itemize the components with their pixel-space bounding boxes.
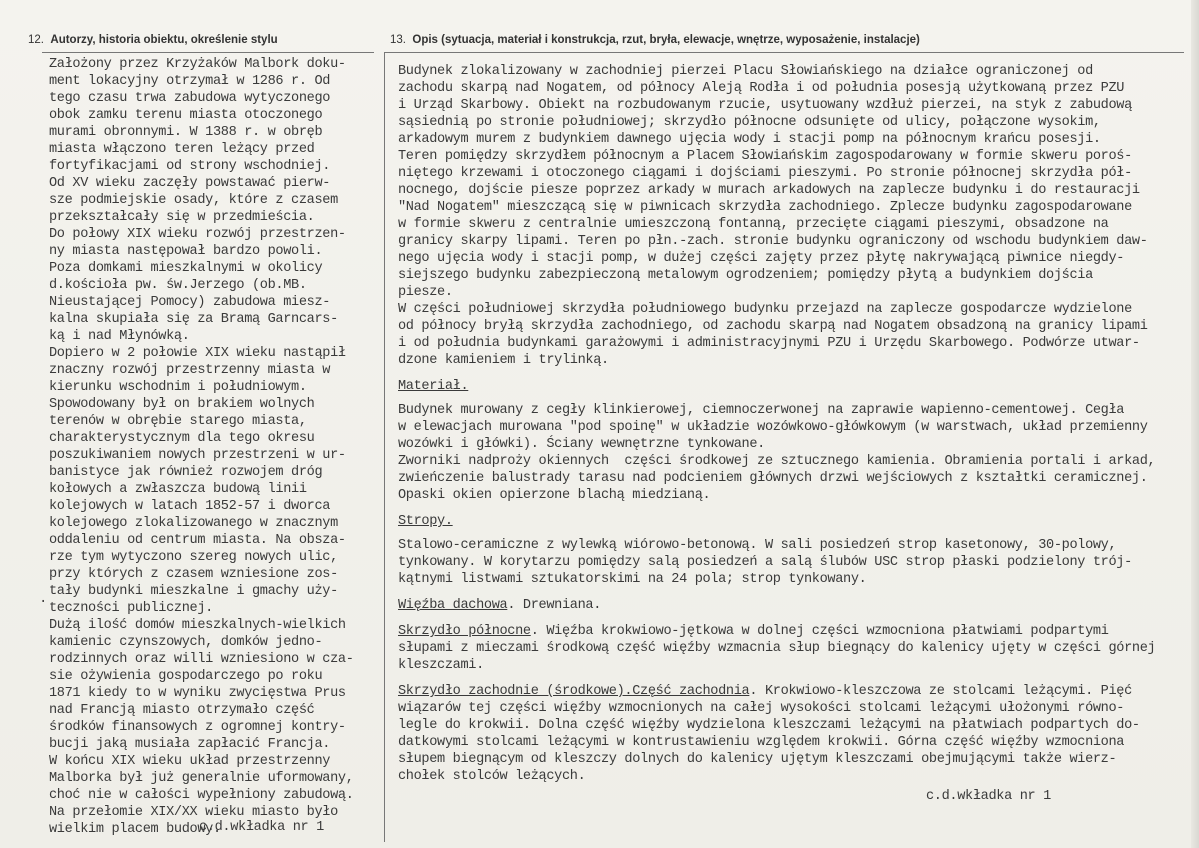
north-wing-section [398,623,1188,674]
column-divider [384,52,385,842]
stropy-text-line: Stalowo-ceramiczne z wylewką wiórowo-betonową. W sali posiedzeń strop kasetonowy, 30-polowy, [398,538,1117,553]
left-text-line: środków finansowych z ogromnej kontry- [49,720,346,735]
stropy-section [398,513,1188,588]
right-header-rule [384,52,1184,53]
left-text-line: miasta włączono teren leżący przed [49,142,315,157]
left-text-line: tały budynki mieszkalne i gmachy uży- [49,584,338,599]
west-wing-body [398,700,1188,785]
left-text-line: sie ożywienia gospodarczego po roku [49,669,323,684]
sheet-edge [1191,0,1199,848]
left-text-line: rze tym wytyczono szereg nowych ulic, [49,550,338,565]
left-text-line: kolejowych w latach 1852-57 i dworca [49,499,331,514]
left-text-line: Na przełomie XIX/XX wieku miasto było [49,805,338,820]
intro-text-line: piesze. [398,285,453,300]
left-text-line: kołowych a zwłaszcza budową linii [49,482,307,497]
material-text-line: Budynek murowany z cegły klinkierowej, ciemnoczerwonej na zaprawie wapienno-cementowej. Cegła [398,403,1125,418]
left-text-line: murami obronnymi. W 1388 r. w obręb [49,125,323,140]
north-wing-body [398,640,1188,674]
west-wing-text-line: chołek stolców leżących. [398,769,586,784]
wiezba-text: . Drewniana. [507,598,602,613]
material-body [398,402,1188,504]
intro-text-line: od północy bryłą skrzydła zachodniego, od zachodu skarpą nad Nogatem obsadzoną na granicy lipami [398,319,1148,334]
material-text-line: Opaski okien opierzone blachą miedzianą. [398,488,711,503]
intro-text-line: siejszego budynku zabezpieczoną metalowym ogrodzeniem; pomiędzy płytą a budynkiem dojścia [398,268,1093,283]
left-text-line: kalna skupiała się za Bramą Garncars- [49,312,338,327]
left-text-line: Założony przez Krzyżaków Malbork doku- [49,57,346,72]
left-text-line: bucji jaką musiała zapłacić Francja. [49,737,331,752]
left-text-line: kolejowego zlokalizowanego w znacznym [49,516,338,531]
left-column-heading: Autorzy, historia obiektu, określenie stylu [50,34,278,46]
left-text-line: ką i nad Młynówką. [49,329,190,344]
left-text-line: tego czasu trwa zabudowa wytyczonego [49,91,331,106]
left-text-line: terenów w obrębie starego miasta, [49,414,307,429]
right-continuation-note: c.d.wkładka nr 1 [926,789,1051,804]
right-column-number: 13. [390,34,406,46]
west-wing-text-line: legle do krokwii. Dolna część więźby wydzielona kleszczami leżącymi na płatwiach podpartych do- [398,718,1140,733]
material-title: Materiał. [398,379,469,394]
west-wing-text-line: słupem biegnącym od kleszczy dolnych do kalenicy ujętym kleszczami obejmującymi także wierz- [398,752,1117,767]
site-description [398,63,1188,369]
north-wing-title: Skrzydło północne [398,624,531,639]
left-text-line: teczności publicznej. [49,601,213,616]
wiezba-section [398,597,1188,614]
left-text-line: kierunku wschodnim i południowym. [49,380,307,395]
stropy-text-line: tynkowany. W korytarzu pomiędzy salą posiedzeń a salą ślubów USC strop płaski podzielony trój- [398,555,1132,570]
west-wing-text-line: datkowymi stolcami leżącymi w kontrustawieniu względem krokwii. Górna część więźby wzmocniona [398,735,1125,750]
paragraph-mark: · [39,594,48,610]
left-column-text [49,56,377,838]
material-text-line: wozówki i główki). Ściany wewnętrzne tynkowane. [398,437,765,452]
left-text-line: oddaleniu od centrum miasta. Na obsza- [49,533,346,548]
left-text-line: ny miasta następował bardzo powoli. [49,244,323,259]
left-text-line: W końcu XIX wieku układ przestrzenny [49,754,331,769]
intro-text-line: Teren pomiędzy skrzydłem północnym a Placem Słowiańskim zagospodarowany w formie skweru poroś- [398,149,1132,164]
intro-text-line: w formie skweru z centralnie umieszczoną fontanną, przecięte ciągami pieszymi, obsadzone na [398,217,1109,232]
west-wing-first-line: . Krokwiowo-kleszczowa ze stolcami leżącymi. Pięć [749,684,1132,699]
north-wing-first-line: . Więźba krokwiowo-jętkowa w dolnej części wzmocniona płatwiami podpartymi [530,624,1109,639]
left-text-line: Spowodowany był on brakiem wolnych [49,397,315,412]
intro-text-line: "Nad Nogatem" mieszczącą się w piwnicach skrzydła zachodniego. Zplecze budynku zagospodarowane [398,200,1132,215]
material-text-line: w elewacjach murowana "pod spoinę" w układzie wozówkowo-główkowym (w warstwach, układ przemienny [398,420,1148,435]
left-text-line: Dużą ilość domów mieszkalnych-wielkich [49,618,346,633]
left-text-line: nad Francją miasto otrzymało część [49,703,315,718]
intro-text-line: i od południa budynkami garażowymi i administracyjnymi PZU i Urzędu Skarbowego. Podwórze utwar- [398,336,1140,351]
intro-text-line: Budynek zlokalizowany w zachodniej pierzei Placu Słowiańskiego na działce ograniczonej od [398,64,1093,79]
left-text-line: Od XV wieku zaczęły powstawać pierw- [49,176,331,191]
left-text-line: przy których z czasem wzniesione zos- [49,567,338,582]
left-text-line: Dopiero w 2 połowie XIX wieku nastąpił [49,346,346,361]
intro-text-line: granicy skarpy lipami. Teren po płn.-zach. stronie budynku ograniczony od wschodu budynkiem daw- [398,234,1148,249]
north-wing-text-line: kleszczami. [398,658,484,673]
intro-text-line: dzone kamieniem i trylinką. [398,353,609,368]
right-column-header [390,34,920,46]
intro-text-line: zachodu skarpą nad Nogatem, od północy Aleją Rodła i od południa posesją użytkowaną przez PZU [398,81,1125,96]
left-text-line: banistyce jak również rozwojem dróg [49,465,323,480]
left-text-line: Poza domkami mieszkalnymi w okolicy [49,261,323,276]
left-text-line: znaczny rozwój przestrzenny miasta w [49,363,331,378]
intro-text-line: arkadowym murem z budynkiem dawnego ujęcia wody i stacji pomp na północnym krańcu posesji. [398,132,1101,147]
left-text-line: przekształcały się w przedmieścia. [49,210,315,225]
left-column-header [28,34,278,46]
stropy-text-line: kątnymi listwami sztukatorskimi na 24 pola; strop tynkowany. [398,572,867,587]
left-text-line: sze podmiejskie osady, które z czasem [49,193,338,208]
wiezba-title: Więźba dachowa [398,598,508,613]
left-continuation-note: c.d.wkładka nr 1 [199,820,324,835]
left-text-line: ment lokacyjny otrzymał w 1286 r. Od [49,74,331,89]
west-wing-text-line: wiązarów tej części więźby wzmocnionych na całej wysokości stolcami leżącymi ułożonymi równo- [398,701,1125,716]
left-text-line: poszukiwaniem nowych przestrzeni w ur- [49,448,346,463]
intro-text-line: sąsiednią po stronie południowej; skrzydło północne odsunięte od ulicy, połączone wysokim, [398,115,1101,130]
west-wing-section [398,683,1188,785]
intro-text-line: nego ujęcia wody i stacji pomp, w dużej części zajęty przez płytę nakrywającą piwnice niegdy- [398,251,1125,266]
intro-text-line: i Urząd Skarbowy. Obiekt na rozbudowanym rzucie, usytuowany wzdłuż pierzei, na styk z zabudową [398,98,1132,113]
left-text-line: fortyfikacjami od strony wschodniej. [49,159,331,174]
stropy-body [398,537,1188,588]
left-text-line: d.kościoła pw. św.Jerzego (ob.MB. [49,278,307,293]
right-column-heading: Opis (sytuacja, materiał i konstrukcja, rzut, bryła, elewacje, wnętrze, wyposażenie, instalacje) [412,34,920,46]
material-text-line: zwieńczenie balustrady tarasu nad podcieniem głównych drzwi wejściowych z kształtki ceramicznej. [398,471,1148,486]
intro-text-line: W części południowej skrzydła południowego budynku przejazd na zaplecze gospodarcze wydzielone [398,302,1132,317]
intro-text-line: niętego krzewami i otoczonego ciągami i dojściami pieszymi. Po stronie północnej skrzydła pół- [398,166,1132,181]
left-text-line: Malborka był już generalnie uformowany, [49,771,354,786]
north-wing-text-line: słupami z mieczami środkową część więźby wzmacnia słup biegnący do kalenicy ujęty w części górnej [398,641,1156,656]
west-wing-title: Skrzydło zachodnie (środkowe).Część zachodnia [398,684,750,699]
left-text-line: 1871 kiedy to w wyniku zwycięstwa Prus [49,686,346,701]
left-column-number: 12. [28,34,44,46]
right-column-text [398,63,1188,785]
material-text-line: Zworniki nadproży okiennych części środkowej ze sztucznego kamienia. Obramienia portali i arkad, [398,454,1156,469]
intro-text-line: nocnego, dojście piesze poprzez arkady w murach arkadowych na zaplecze budynku i do restauracji [398,183,1140,198]
left-text-line: kamienic czynszowych, domków jedno- [49,635,323,650]
material-section [398,378,1188,504]
left-text-line: charakterystycznym dla tego okresu [49,431,315,446]
left-text-line: choć nie w całości wypełniony zabudową. [49,788,354,803]
left-text-line: rodzinnych oraz willi wzniesiono w cza- [49,652,354,667]
left-text-line: Nieustającej Pomocy) zabudowa miesz- [49,295,331,310]
left-text-line: obok zamku terenu miasta otoczonego [49,108,323,123]
stropy-title: Stropy. [398,514,453,529]
left-text-line: wielkim placem budowy. [49,822,221,837]
left-header-rule [42,52,374,53]
left-text-line: Do połowy XIX wieku rozwój przestrzen- [49,227,346,242]
